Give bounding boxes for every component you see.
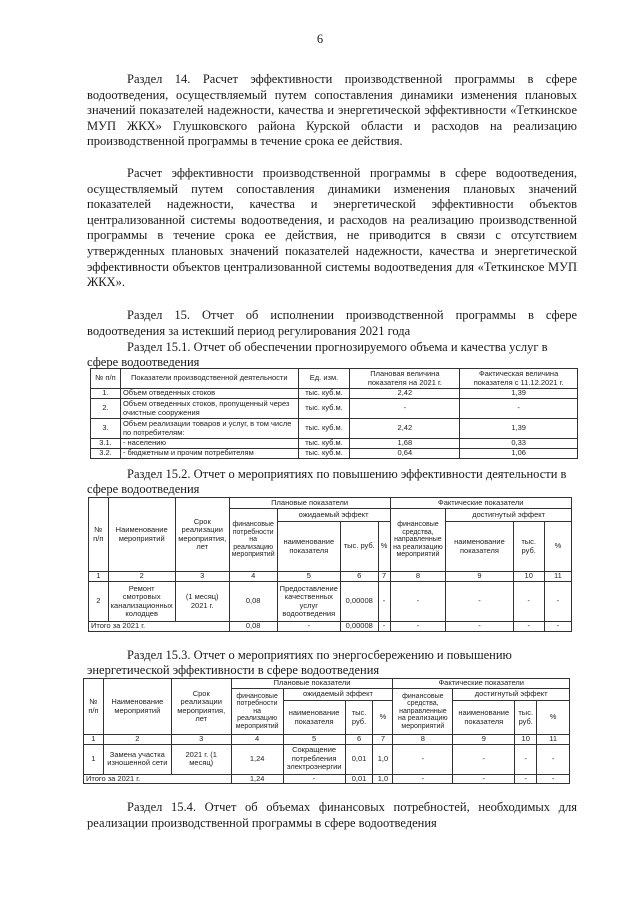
col-header: ожидаемый эффект xyxy=(277,509,390,522)
col-header: тыс. руб. xyxy=(345,701,373,735)
cell: Объем реализации товаров и услуг, в том числе по потребителям: xyxy=(120,419,298,439)
cell: 1 xyxy=(84,744,104,774)
col-header: Плановые показатели xyxy=(229,498,390,509)
section-14-heading: Раздел 14. Расчет эффективности производственной программы в сфере водоотведения, осуществляемый путем сопоставления динамики изменения плановых значений показателей надежности, качества и энергетической эффективности «Теткинское МУП ЖКХ» Глушковского района Курской области и расходов на реализацию производственной программы в течение срока ее действия. xyxy=(87,72,577,149)
cell: 2. xyxy=(91,399,121,419)
col-header: финансовые средства, направленные на реализацию мероприятий xyxy=(390,509,446,572)
table-row xyxy=(84,744,570,774)
total-label: Итого за 2021 г. xyxy=(89,622,230,632)
cell: Замена участка изношенной сети xyxy=(103,744,171,774)
column-number: 11 xyxy=(544,572,571,582)
cell: 3.2. xyxy=(91,449,121,459)
total-label: Итого за 2021 г. xyxy=(84,774,232,784)
cell: тыс. куб.м. xyxy=(298,449,350,459)
col-header: Плановая величина показателя на 2021 г. xyxy=(350,369,460,389)
cell: - xyxy=(515,744,537,774)
cell: - xyxy=(446,622,513,632)
cell: - xyxy=(513,622,544,632)
col-header: наименование показателя xyxy=(277,522,340,572)
cell: 2021 г. (1 месяц) xyxy=(171,744,231,774)
table-header-row xyxy=(89,498,572,509)
cell: - xyxy=(453,774,515,784)
column-number: 11 xyxy=(537,735,570,745)
col-header: ожидаемый эффект xyxy=(283,689,393,701)
col-header: финансовые потребности на реализацию мероприятий xyxy=(229,509,277,572)
cell: 1. xyxy=(91,389,121,399)
column-number: 2 xyxy=(103,735,171,745)
column-number: 10 xyxy=(513,572,544,582)
cell: - xyxy=(537,744,570,774)
section-15-1-title: Раздел 15.1. Отчет об обеспечении прогнозируемого объема и качества услуг в сфере водоотведения xyxy=(87,340,548,369)
cell: - xyxy=(513,582,544,622)
cell: - xyxy=(350,399,460,419)
column-number-row xyxy=(89,572,572,582)
column-number: 8 xyxy=(390,572,446,582)
table-row xyxy=(89,582,572,622)
table-row xyxy=(91,449,578,459)
col-header: Ед. изм. xyxy=(298,369,350,389)
cell: 0,08 xyxy=(229,622,277,632)
table-row xyxy=(91,419,578,439)
col-header: Плановые показатели xyxy=(231,679,393,689)
cell: - xyxy=(446,582,513,622)
cell: 2,42 xyxy=(350,419,460,439)
table-header-row xyxy=(84,679,570,689)
cell: 2,42 xyxy=(350,389,460,399)
col-header: № п/п xyxy=(84,679,104,735)
cell: - xyxy=(390,622,446,632)
cell: - xyxy=(544,622,571,632)
column-number: 10 xyxy=(515,735,537,745)
cell: 0,00008 xyxy=(340,582,378,622)
col-header: финансовые средства, направленные на реализацию мероприятий xyxy=(393,689,453,735)
cell: 2 xyxy=(89,582,109,622)
col-header: Срок реализации мероприятия, лет xyxy=(171,679,231,735)
cell: - xyxy=(544,582,571,622)
cell: - xyxy=(378,582,390,622)
cell: Сокращение потребления электроэнергии xyxy=(283,744,345,774)
cell: - xyxy=(393,774,453,784)
col-header: Показатели производственной деятельности xyxy=(120,369,298,389)
col-header: № п/п xyxy=(89,498,109,572)
col-header: достигнутый эффект xyxy=(446,509,572,522)
table-total-row xyxy=(84,774,570,784)
cell: 1,24 xyxy=(231,774,283,784)
cell: - населению xyxy=(120,439,298,449)
cell: тыс. куб.м. xyxy=(298,419,350,439)
cell: 0,64 xyxy=(350,449,460,459)
column-number: 3 xyxy=(171,735,231,745)
column-number: 9 xyxy=(453,735,515,745)
col-header: % xyxy=(373,701,393,735)
column-number: 6 xyxy=(345,735,373,745)
col-header: достигнутый эффект xyxy=(453,689,570,701)
cell: 0,33 xyxy=(460,439,578,449)
column-number: 1 xyxy=(89,572,109,582)
cell: - xyxy=(378,622,390,632)
cell: - xyxy=(515,774,537,784)
cell: тыс. куб.м. xyxy=(298,439,350,449)
table-row xyxy=(91,399,578,419)
column-number: 8 xyxy=(393,735,453,745)
cell: 1,0 xyxy=(373,774,393,784)
col-header: % xyxy=(537,701,570,735)
table-total-row xyxy=(89,622,572,632)
cell: 3. xyxy=(91,419,121,439)
col-header: Фактические показатели xyxy=(390,498,571,509)
col-header: наименование показателя xyxy=(446,522,513,572)
column-number: 4 xyxy=(229,572,277,582)
cell: - xyxy=(537,774,570,784)
cell: 3.1. xyxy=(91,439,121,449)
column-number: 5 xyxy=(277,572,340,582)
cell: 1,68 xyxy=(350,439,460,449)
cell: тыс. куб.м. xyxy=(298,389,350,399)
cell: 0,01 xyxy=(345,774,373,784)
section-15-3-title: Раздел 15.3. Отчет о мероприятиях по энергосбережению и повышению энергетической эффективности в сфере водоотведения xyxy=(87,648,512,677)
cell: 0,01 xyxy=(345,744,373,774)
cell: тыс. куб.м. xyxy=(298,399,350,419)
cell: (1 месяц) 2021 г. xyxy=(175,582,229,622)
cell: 1,0 xyxy=(373,744,393,774)
column-number: 7 xyxy=(373,735,393,745)
page-number: 6 xyxy=(316,32,324,46)
col-header: Фактическая величина показателя с 11.12.2021 г. xyxy=(460,369,578,389)
col-header: Наименование мероприятий xyxy=(103,679,171,735)
col-header: тыс. руб. xyxy=(515,701,537,735)
cell: 1,39 xyxy=(460,419,578,439)
col-header: Срок реализации мероприятия, лет xyxy=(175,498,229,572)
column-number-row xyxy=(84,735,570,745)
cell: - xyxy=(277,622,340,632)
cell: Объем отведенных стоков xyxy=(120,389,298,399)
column-number: 9 xyxy=(446,572,513,582)
cell: 1,39 xyxy=(460,389,578,399)
section-15-4-title: Раздел 15.4. Отчет об объемах финансовых потребностей, необходимых для реализации производственной программы в сфере водоотведения xyxy=(87,800,577,830)
col-header: № п/п xyxy=(91,369,121,389)
cell: - xyxy=(453,744,515,774)
cell: Ремонт смотровых канализационных колодцев xyxy=(108,582,175,622)
table-header-row xyxy=(91,369,578,389)
table-15-2 xyxy=(88,497,572,632)
col-header: % xyxy=(544,522,571,572)
column-number: 3 xyxy=(175,572,229,582)
col-header: % xyxy=(378,522,390,572)
col-header: финансовые потребности на реализацию мероприятий xyxy=(231,689,283,735)
cell: Предоставление качественных услуг водоотведения xyxy=(277,582,340,622)
cell: - xyxy=(283,774,345,784)
cell: - xyxy=(390,582,446,622)
cell: - xyxy=(460,399,578,419)
table-row xyxy=(91,389,578,399)
cell: - xyxy=(393,744,453,774)
column-number: 1 xyxy=(84,735,104,745)
cell: 1,24 xyxy=(231,744,283,774)
cell: 0,08 xyxy=(229,582,277,622)
section-15-heading: Раздел 15. Отчет об исполнении производственной программы в сфере водоотведения за истекший период регулирования 2021 года xyxy=(87,308,577,338)
col-header: наименование показателя xyxy=(453,701,515,735)
cell: 0,00008 xyxy=(340,622,378,632)
col-header: тыс. руб. xyxy=(513,522,544,572)
col-header: наименование показателя xyxy=(283,701,345,735)
cell: Объем отведенных стоков, пропущенный через очистные сооружения xyxy=(120,399,298,419)
column-number: 6 xyxy=(340,572,378,582)
col-header: тыс. руб. xyxy=(340,522,378,572)
table-15-3 xyxy=(83,678,570,784)
column-number: 5 xyxy=(283,735,345,745)
column-number: 2 xyxy=(108,572,175,582)
col-header: Фактические показатели xyxy=(393,679,570,689)
table-row xyxy=(91,439,578,449)
cell: 1,06 xyxy=(460,449,578,459)
table-15-1 xyxy=(90,368,578,459)
column-number: 4 xyxy=(231,735,283,745)
cell: - бюджетным и прочим потребителям xyxy=(120,449,298,459)
col-header: Наименование мероприятий xyxy=(108,498,175,572)
section-15-2-title: Раздел 15.2. Отчет о мероприятиях по повышению эффективности деятельности в сфере водоотведения xyxy=(87,467,567,496)
section-14-body: Расчет эффективности производственной программы в сфере водоотведения, осуществляемый путем сопоставления динамики изменения плановых значений показателей надежности, качества и энергетической эффективности объектов централизованной системы водоотведения, и расходов на реализацию производственной программы в течение срока ее действия, не приводится в связи с отсутствием утвержденных плановых значений показателей надежности, качества и энергетической эффективности объектов централизованной системы водоотведения для «Теткинское МУП ЖКХ». xyxy=(87,166,577,290)
column-number: 7 xyxy=(378,572,390,582)
